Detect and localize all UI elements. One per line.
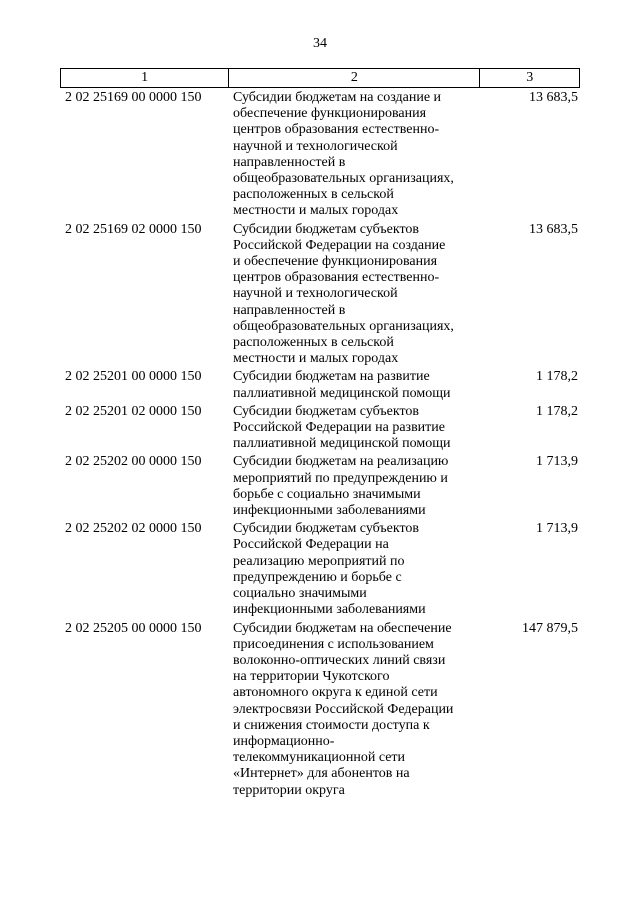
item-description: Субсидии бюджетам субъектов Российской Федерации на реализацию мероприятий по предупреждению и борьбе с социально значимыми инфекционными заболеваниями [233,521,426,618]
item-amount: 1 713,9 [536,521,578,537]
item-description: Субсидии бюджетам на создание и обеспечение функционирования центров образования естественно- научной и технологической направленностей в общеобразовательных организациях, расположенных в сельской местности и малых городах [233,90,454,219]
table-row [60,88,580,220]
column-header-2: 2 [229,69,480,87]
budget-code: 2 02 25201 02 0000 150 [65,403,202,419]
table-row [60,367,580,401]
item-description: Субсидии бюджетам на обеспечение присоединения с использованием волоконно-оптических линий связи на территории Чукотского автономного округа к единой сети электросвязи Российской Федерации и снижения стоимости доступа к информационно- телекоммуникационной сети «Интернет» для абонентов на территории округа [233,620,454,798]
budget-code: 2 02 25169 00 0000 150 [65,90,202,105]
budget-code: 2 02 25205 00 0000 150 [65,620,202,636]
item-amount: 1 713,9 [536,454,578,470]
table-row [60,619,580,799]
table-row [60,402,580,453]
item-description: Субсидии бюджетам субъектов Российской Федерации на создание и обеспечение функционирования центров образования естественно- научной и технологической направленностей в общеобразовательных организациях, расположенных в сельской местности и малых городах [233,221,454,367]
item-amount: 1 178,2 [536,369,578,385]
budget-code: 2 02 25169 02 0000 150 [65,221,202,237]
table-row [60,519,580,618]
item-description: Субсидии бюджетам субъектов Российской Федерации на развитие паллиативной медицинской помощи [233,403,451,452]
table-row [60,452,580,519]
item-amount: 13 683,5 [529,90,578,105]
table-row [60,220,580,368]
item-amount: 13 683,5 [529,221,578,237]
item-description: Субсидии бюджетам на реализацию мероприятий по предупреждению и борьбе с социально значимыми инфекционными заболеваниями [233,454,449,519]
budget-table [60,68,580,799]
item-description: Субсидии бюджетам на развитие паллиативной медицинской помощи [233,369,451,401]
item-amount: 147 879,5 [522,620,578,636]
budget-code: 2 02 25202 00 0000 150 [65,454,202,470]
column-header-1: 1 [61,69,229,87]
budget-code: 2 02 25202 02 0000 150 [65,521,202,537]
item-amount: 1 178,2 [536,403,578,419]
column-header-3: 3 [526,70,534,85]
budget-code: 2 02 25201 00 0000 150 [65,369,202,385]
page-number: 34 [313,36,327,51]
table-header [60,68,580,88]
